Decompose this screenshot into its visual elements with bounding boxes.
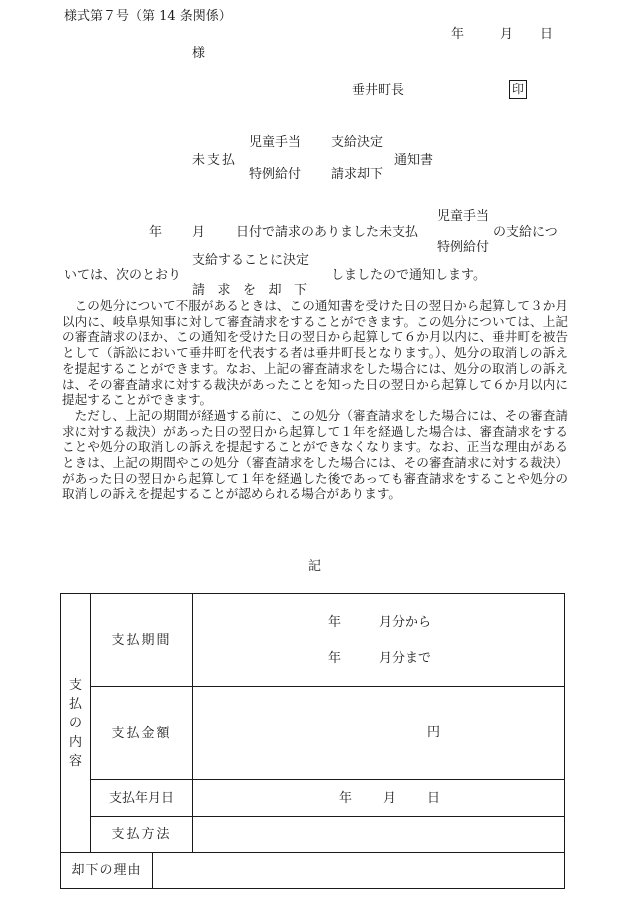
title-suffix: 通知書 (394, 153, 434, 168)
title-option-payment-decision: 支給決定 (331, 135, 384, 150)
date-day-label: 日 (540, 27, 554, 42)
preamble-closing: しましたので通知します。 (331, 268, 486, 283)
payment-period-cell[interactable] (193, 594, 565, 687)
title-option-request-rejection: 請求却下 (331, 167, 384, 182)
payment-method-label: 支払方法 (91, 817, 193, 853)
period-to-year: 年 (328, 651, 342, 666)
payment-date-cell[interactable] (193, 780, 565, 817)
payment-amount-label: 支払金額 (91, 687, 193, 780)
preamble-month: 月 (192, 225, 206, 240)
appeal-paragraph-2: ただし、上記の期間が経過する前に、この処分（審査請求をした場合には、その審査請求に対する裁決）があった日の翌日から起算して１年を経過した場合は、審査請求をすることや処分の取消しの訴えを提起することができなくなります。なお、正当な理由があるときは、上記の期間やこの処分（審査請求をした場合には、その審査請求に対する裁決）があった日の翌日から起算して１年を経過した後であっても審査請求をすることや処分の取消しの訴えを提起することが認められる場合があります。 (62, 407, 568, 502)
rejection-reason-cell[interactable] (153, 853, 565, 889)
payment-date-year: 年 (339, 791, 353, 806)
payment-content-group-label: 支払の内容 (61, 594, 91, 853)
amount-unit: 円 (427, 725, 441, 740)
payment-date-label: 支払年月日 (91, 780, 193, 817)
date-year-label: 年 (451, 27, 465, 42)
payment-amount-cell[interactable] (193, 687, 565, 780)
preamble-option-child-allowance: 児童手当 (437, 209, 490, 224)
seal-stamp: 印 (509, 80, 527, 99)
ki-marker: 記 (308, 559, 322, 574)
payment-details-table (60, 593, 565, 889)
period-from-year: 年 (328, 615, 342, 630)
payment-method-cell[interactable] (193, 817, 565, 853)
appeal-paragraph-1: この処分について不服があるときは、この通知書を受けた日の翌日から起算して３か月以内に、岐阜県知事に対して審査請求をすることができます。この処分については、上記の審査請求のほか、この通知を受けた日の翌日から起算して６か月以内に、垂井町を被告として（訴訟において垂井町を代表する者は垂井町長となります。）、処分の取消しの訴えを提起することができます。なお、上記の審査請求をした場合には、処分の取消しの訴えは、その審査請求に対する裁決があったことを知った日の翌日から起算して６か月以内に提起することができます。 (62, 298, 568, 408)
period-from-month: 月分から (379, 615, 432, 630)
preamble-main-text: 日付で請求のありました未支払 (236, 225, 419, 240)
title-option-child-allowance: 児童手当 (249, 135, 302, 150)
preamble-year: 年 (149, 225, 163, 240)
addressee-suffix: 様 (192, 46, 206, 61)
preamble-lead: いては、次のとおり (64, 268, 182, 283)
appeal-notice (62, 298, 568, 502)
title-option-special-benefit: 特例給付 (249, 167, 302, 182)
title-prefix: 未支払 (192, 153, 238, 168)
rejection-reason-label: 却下の理由 (61, 853, 153, 889)
issuer-name: 垂井町長 (352, 83, 405, 98)
preamble-decision-payment: 支給することに決定 (192, 253, 310, 268)
form-number: 様式第７号（第 14 条関係） (64, 9, 232, 24)
payment-period-label: 支払期間 (91, 594, 193, 687)
period-to-month: 月分まで (379, 651, 432, 666)
preamble-tail: の支給につ (493, 225, 558, 240)
payment-date-day: 日 (427, 791, 441, 806)
payment-date-month: 月 (383, 791, 397, 806)
date-month-label: 月 (500, 27, 514, 42)
preamble-option-special-benefit: 特例給付 (437, 240, 490, 255)
preamble-decision-rejection: 請求を却下 (192, 283, 320, 298)
